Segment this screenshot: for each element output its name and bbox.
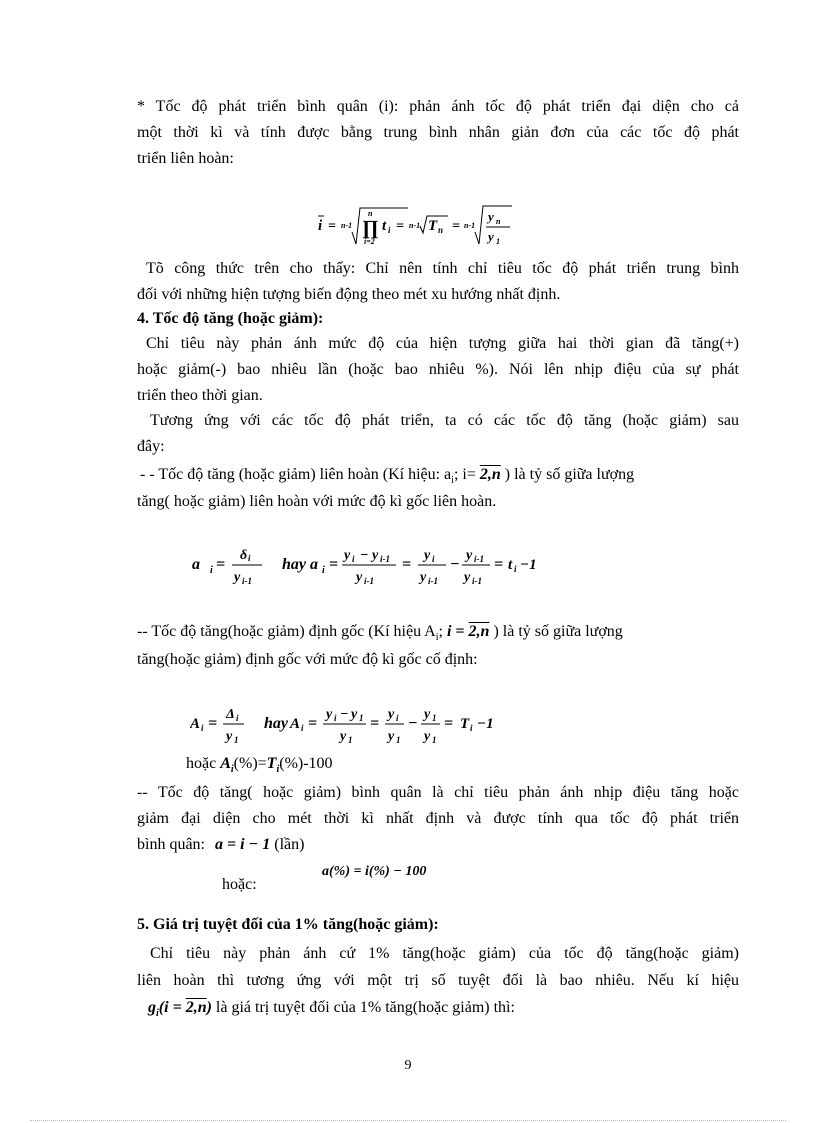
paragraph-line: hoặc giảm(-) bao nhiêu lần (hoặc bao nhiêu %). Nói lên nhịp điệu của sự phát [137, 361, 739, 378]
svg-text:i: i [248, 553, 251, 563]
svg-text:T: T [428, 218, 438, 234]
svg-text:1: 1 [234, 735, 239, 745]
svg-text:n: n [438, 225, 444, 235]
svg-text:Δ: Δ [226, 707, 235, 722]
formula-avg-rate: a = i − 1 [215, 836, 271, 853]
svg-text:−: − [450, 556, 460, 573]
svg-text:i: i [388, 225, 391, 235]
svg-text:i: i [201, 723, 204, 733]
svg-text:i-1: i-1 [472, 576, 482, 586]
svg-text:y: y [424, 707, 431, 722]
paragraph-line: triển liên hoàn: [137, 150, 234, 167]
svg-text:−: − [340, 707, 349, 722]
geometric-mean-svg [316, 200, 516, 248]
svg-text:1: 1 [359, 713, 364, 723]
svg-text:1: 1 [432, 735, 437, 745]
svg-text:=: = [208, 715, 218, 732]
svg-text:=: = [396, 219, 404, 234]
svg-text:=: = [329, 556, 339, 573]
svg-text:i: i [322, 565, 325, 576]
svg-text:=: = [216, 556, 226, 573]
paragraph-line: đối với những hiện tượng biến động theo mét xu hướng nhất định. [137, 286, 561, 303]
paragraph-line: hoặc $A_i(\%)=T_i(\%)-100$ [186, 755, 333, 776]
svg-text:y: y [234, 570, 241, 585]
svg-text:y: y [326, 707, 333, 722]
formula-chain-rate [192, 543, 552, 592]
formula-geometric-mean [316, 200, 516, 253]
base-rate-svg [190, 702, 520, 746]
svg-text:∏: ∏ [362, 217, 379, 239]
svg-text:i-1: i-1 [428, 576, 438, 586]
paragraph-line: bình quân: a = i − 1 (lần) [137, 836, 305, 853]
svg-text:−: − [408, 715, 418, 732]
paragraph-line: giảm đại diện cho mét thời kì nhất định và được tính qua tốc độ phát triển [137, 810, 739, 827]
svg-text:δ: δ [240, 548, 248, 563]
svg-text:=: = [494, 556, 504, 573]
formula-avg-rate-percent: a(%) = i(%) − 100 [322, 864, 427, 879]
svg-text:i-1: i-1 [364, 576, 374, 586]
page-border [30, 1120, 786, 1121]
svg-text:1: 1 [432, 713, 437, 723]
paragraph-line: -- Tốc độ tăng( hoặc giảm) bình quân là chỉ tiêu phản ánh nhịp điệu tăng hoặc [137, 784, 739, 801]
svg-text:t: t [382, 218, 387, 234]
paragraph-line: * Tốc độ phát triển bình quân (i): phản ánh tốc độ phát triển đại diện cho cả [137, 98, 739, 115]
svg-text:i-1: i-1 [474, 554, 484, 564]
svg-text:hay a: hay a [282, 556, 318, 573]
svg-text:y: y [488, 229, 494, 244]
svg-text:i: i [301, 723, 304, 733]
svg-text:y: y [424, 548, 431, 563]
svg-text:−1: −1 [520, 557, 537, 573]
svg-text:y: y [344, 548, 351, 563]
section-heading: 5. Giá trị tuyệt đối của 1% tăng(hoặc giảm): [137, 916, 439, 933]
paragraph-line: đây: [137, 438, 165, 455]
svg-text:1: 1 [348, 735, 353, 745]
paragraph-line: liên hoàn thì tương ứng với một trị số tuyệt đối là bao nhiêu. Nếu kí hiệu [137, 972, 739, 989]
paragraph-line: $g_i(i = 2,n)$ là giá trị tuyệt đối của 1% tăng(hoặc giảm) thì: [148, 999, 515, 1020]
svg-text:=: = [402, 556, 412, 573]
svg-text:1: 1 [496, 237, 500, 246]
svg-text:i: i [352, 554, 355, 564]
svg-text:i: i [470, 723, 473, 733]
paragraph-line: tăng(hoặc giảm) định gốc với mức độ kì gốc cố định: [137, 651, 478, 668]
svg-text:i: i [432, 554, 435, 564]
svg-text:i: i [210, 565, 213, 576]
paragraph-line: -- Tốc độ tăng(hoặc giảm) định gốc (Kí hiệu $A_i$; i = 2,n ) là tỷ số giữa lượng [137, 623, 623, 644]
svg-text:=: = [370, 715, 380, 732]
svg-text:i: i [236, 713, 239, 723]
svg-text:n-1: n-1 [341, 221, 353, 230]
paragraph-line: hoặc: [222, 876, 257, 893]
svg-text:A: A [290, 716, 301, 732]
svg-text:i-1: i-1 [242, 576, 252, 586]
svg-text:y: y [388, 707, 395, 722]
svg-text:i: i [514, 564, 517, 574]
svg-text:=: = [452, 219, 460, 234]
svg-text:A: A [190, 716, 201, 732]
svg-text:=: = [308, 715, 318, 732]
svg-text:n-1: n-1 [464, 221, 476, 230]
paragraph-line: tăng( hoặc giảm) liên hoàn với mức độ kì gốc liên hoàn. [137, 493, 497, 510]
svg-text:i: i [334, 713, 337, 723]
page-number: 9 [404, 1058, 412, 1073]
svg-text:=: = [328, 219, 336, 234]
svg-text:y: y [420, 570, 427, 585]
svg-text:i: i [396, 713, 399, 723]
svg-text:−: − [360, 548, 369, 563]
svg-text:1: 1 [396, 735, 401, 745]
svg-text:a: a [192, 556, 200, 573]
svg-text:y: y [356, 570, 363, 585]
svg-text:y: y [464, 570, 471, 585]
svg-text:=: = [444, 715, 454, 732]
svg-text:n-1: n-1 [409, 221, 421, 230]
paragraph-line: Tõ công thức trên cho thấy: Chỉ nên tính chỉ tiêu tốc độ phát triển trung bình [146, 260, 739, 277]
chain-rate-svg [192, 543, 552, 587]
svg-text:y: y [372, 548, 379, 563]
svg-text:y: y [488, 209, 494, 224]
range-overline: 2,n [479, 466, 501, 483]
paragraph-line: Tương ứng với các tốc độ phát triển, ta có các tốc độ tăng (hoặc giảm) sau [150, 412, 739, 429]
svg-text:t: t [508, 557, 513, 573]
svg-text:T: T [460, 716, 470, 732]
paragraph-line: triển theo thời gian. [137, 387, 263, 404]
formula-g-label: $g_i(i = 2,n)$ [148, 999, 212, 1020]
svg-text:y: y [226, 729, 233, 744]
svg-text:y: y [340, 729, 347, 744]
section-heading: 4. Tốc độ tăng (hoặc giảm): [137, 310, 324, 327]
paragraph-line: Chỉ tiêu này phản ánh cứ 1% tăng(hoặc giảm) của tốc độ tăng(hoặc giảm) [150, 945, 739, 962]
svg-text:i=2: i=2 [364, 237, 375, 246]
svg-text:i-1: i-1 [380, 554, 390, 564]
svg-text:n: n [496, 217, 501, 226]
svg-text:y: y [424, 729, 431, 744]
paragraph-line: một thời kì và tính được bằng trung bình nhân giản đơn của các tốc độ phát [137, 124, 739, 141]
svg-text:y: y [466, 548, 473, 563]
paragraph-line: - - Tốc độ tăng (hoặc giảm) liên hoàn (Kí hiệu: $a_i$; i= 2,n ) là tỷ số giữa lượng [140, 466, 635, 487]
formula-base-rate [190, 702, 520, 751]
index-range: i = 2,n [446, 623, 490, 640]
svg-text:n: n [368, 209, 373, 218]
svg-text:y: y [388, 729, 395, 744]
svg-text:hay: hay [264, 715, 288, 732]
svg-text:i: i [318, 218, 323, 234]
paragraph-line: Chỉ tiêu này phản ánh mức độ của hiện tượng giữa hai thời gian đã tăng(+) [146, 335, 739, 352]
svg-text:y: y [351, 707, 358, 722]
svg-text:−1: −1 [477, 716, 494, 732]
